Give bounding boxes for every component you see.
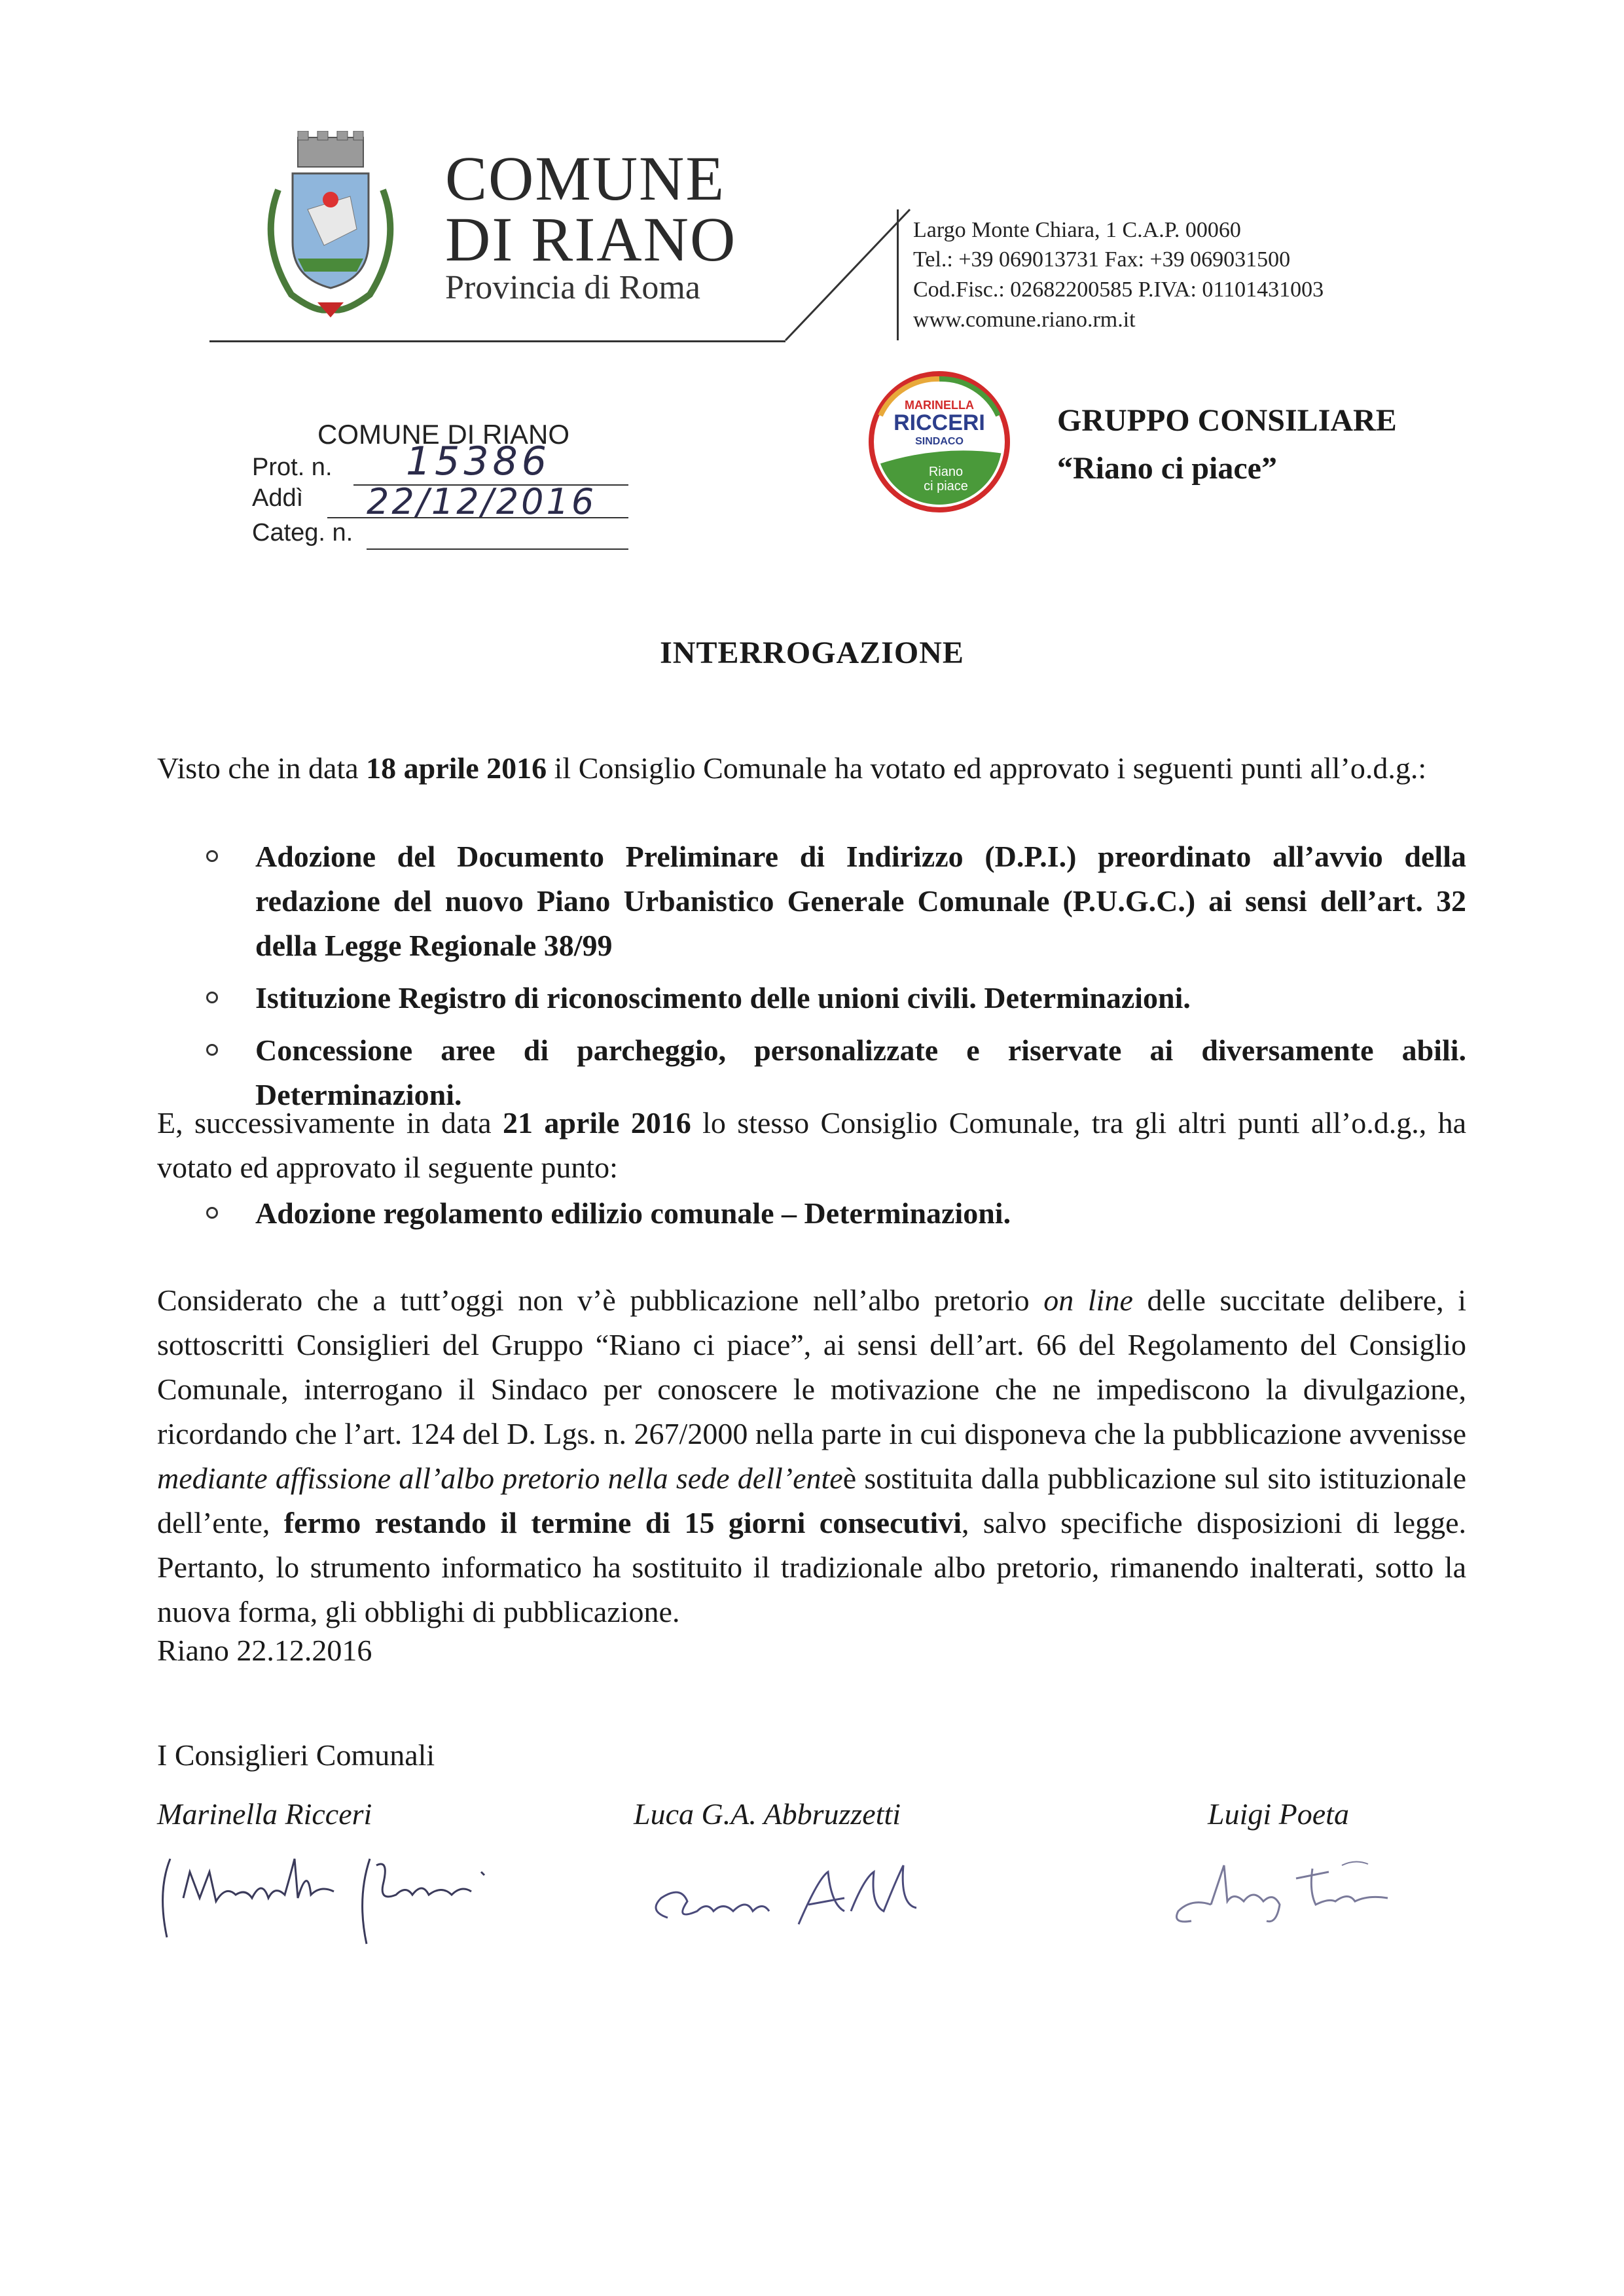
group-title: GRUPPO CONSILIARE [1057, 403, 1397, 438]
protocol-date-handwritten: 22/12/2016 [367, 481, 597, 522]
list-item: Adozione regolamento edilizio comunale – Determinazioni. [157, 1191, 1466, 1236]
logo-slogan-line2: ci piace [924, 479, 968, 493]
protocol-date-label: Addì [252, 484, 304, 512]
header-divider [209, 340, 785, 342]
bullet-icon [206, 1207, 218, 1219]
logo-role-text: SINDACO [915, 436, 964, 447]
protocol-category-line [367, 548, 628, 550]
bullet-icon [206, 1044, 218, 1056]
signature-ricceri [154, 1839, 507, 1950]
agenda-list-second [157, 1191, 1466, 1244]
place-date: Riano 22.12.2016 [157, 1634, 372, 1667]
signer-name: Luigi Poeta [1208, 1797, 1349, 1831]
paragraph-intro: Visto che in data 18 aprile 2016 il Consiglio Comunale ha votato ed approvato i seguenti punti all’o.d.g.: [157, 751, 1427, 785]
logo-top-text: MARINELLA [905, 399, 974, 412]
protocol-stamp-title: COMUNE DI RIANO [317, 419, 570, 450]
list-item: Istituzione Registro di riconoscimento delle unioni civili. Determinazioni. [157, 976, 1466, 1020]
address-divider [897, 209, 899, 340]
logo-name-text: RICCERI [893, 410, 985, 435]
comune-title-line2: DI RIANO [445, 204, 737, 274]
protocol-number-handwritten: 15386 [406, 439, 550, 484]
municipal-crest-icon [252, 131, 409, 321]
list-item: Adozione del Documento Preliminare di Indirizzo (D.P.I.) preordinato all’avvio della redazione del nuovo Piano Urbanistico Generale Comunale (P.U.G.C.) ai sensi dell’art. 32 della Legge Regionale 38/99 [157, 834, 1466, 968]
address-line: Largo Monte Chiara, 1 C.A.P. 00060 [913, 218, 1241, 242]
bullet-icon [206, 850, 218, 862]
list-item: Concessione aree di parcheggio, personalizzate e riservate ai diversamente abili. Determinazioni. [157, 1028, 1466, 1117]
website-line: www.comune.riano.rm.it [913, 308, 1136, 332]
signer-name: Marinella Ricceri [157, 1797, 372, 1831]
comune-title-line1: COMUNE [445, 143, 726, 213]
signature-abbruzzetti [635, 1839, 923, 1950]
protocol-number-label: Prot. n. [252, 454, 333, 481]
document-title: INTERROGAZIONE [660, 636, 964, 670]
signature-poeta [1139, 1839, 1414, 1950]
bullet-icon [206, 992, 218, 1003]
party-logo [867, 370, 1011, 514]
logo-slogan-line1: Riano [928, 465, 964, 479]
agenda-list-first [157, 834, 1466, 1125]
group-name: “Riano ci piace” [1057, 451, 1277, 486]
paragraph-interrogation: Considerato che a tutt’oggi non v’è pubblicazione nell’albo pretorio on line delle succitate delibere, i sottoscritti Consiglieri del Gruppo “Riano ci piace”, ai sensi dell’art. 66 del Regolamento del Consiglio Comunale, interrogano il Sindaco per conoscere le motivazione che ne impediscono la divulgazione, ricordando che l’art. 124 del D. Lgs. n. 267/2000 nella parte in cui disponeva che la pubblicazione avvenisse mediante affissione all’albo pretorio nella sede dell’enteè sostituita dalla pubblicazione sul sito istituzionale dell’ente, fermo restando il termine di 15 giorni consecutivi, salvo specifiche disposizioni di legge. Pertanto, lo strumento informatico ha sostituito il tradizionale albo pretorio, rimanendo inalterati, sotto la nuova forma, gli obblighi di pubblicazione. [157, 1283, 1467, 1628]
signer-name: Luca G.A. Abbruzzetti [634, 1797, 901, 1831]
protocol-category-label: Categ. n. [252, 519, 353, 547]
paragraph-second-session: E, successivamente in data 21 aprile 2016 lo stesso Consiglio Comunale, tra gli altri punti all’o.d.g., ha votato ed approvato il seguente punto: [157, 1106, 1467, 1184]
header-slash-divider [782, 206, 913, 344]
provincia: Provincia di Roma [445, 269, 700, 306]
closing-line: I Consiglieri Comunali [157, 1738, 435, 1772]
address-line: Tel.: +39 069013731 Fax: +39 069031500 [913, 247, 1291, 272]
address-line: Cod.Fisc.: 02682200585 P.IVA: 01101431003 [913, 278, 1324, 302]
